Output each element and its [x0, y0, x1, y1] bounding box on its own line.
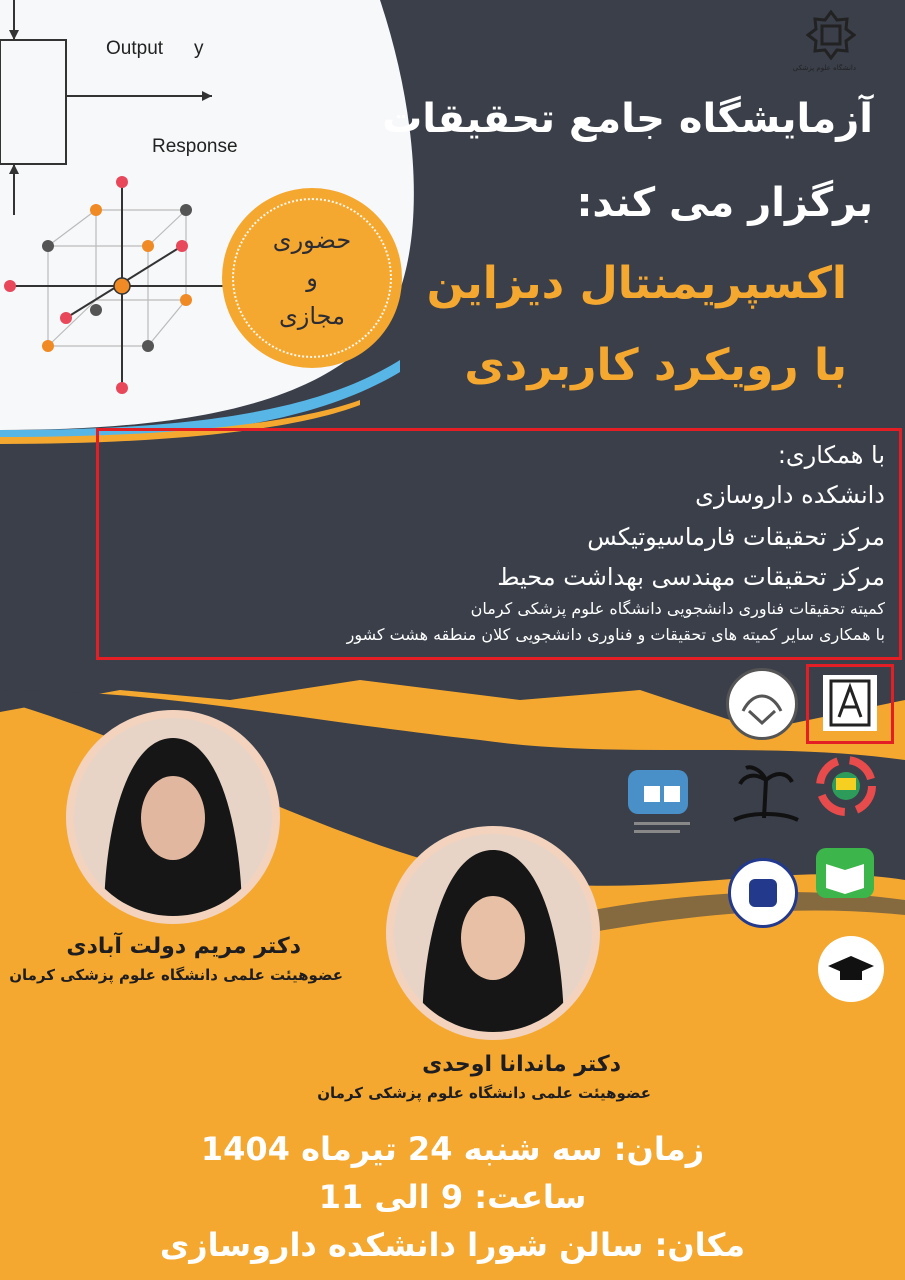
mode-badge-line-3: مجازی [278, 302, 346, 330]
colorful-ring-logo-icon [814, 750, 878, 830]
collab-org-3: مرکز تحقیقات مهندسی بهداشت محیط [497, 563, 885, 591]
person-silhouette-icon [394, 834, 592, 1032]
palm-tree-logo-icon [730, 760, 802, 830]
event-date: زمان: سه شنبه 24 تیرماه 1404 [200, 1130, 705, 1168]
blue-shield-logo-icon [728, 858, 798, 928]
collab-org-5: با همکاری سایر کمیته های تحقیقات و فناوری دانشجویی کلان منطقه هشت کشور [346, 625, 885, 644]
speaker-2-photo [386, 826, 600, 1040]
research-committee-logo-icon [624, 760, 700, 844]
event-place: مکان: سالن شورا دانشکده داروسازی [159, 1226, 746, 1264]
seal-icon [806, 10, 856, 60]
green-book-logo-icon [812, 844, 878, 902]
speaker-1-photo [66, 710, 280, 924]
university-logo-text: دانشگاه علوم پزشکی [792, 64, 856, 72]
speaker-2-affiliation: عضوهیئت علمی دانشگاه علوم پزشکی کرمان [317, 1084, 651, 1102]
speaker-1-name: دکتر مریم دولت آبادی [66, 934, 301, 959]
title-line-3: اکسپریمنتال دیزاین [426, 258, 847, 309]
university-logo [792, 10, 856, 80]
graduation-cap-logo-icon [818, 936, 884, 1002]
collab-org-1: دانشکده داروسازی [695, 481, 885, 509]
collab-heading: با همکاری: [777, 441, 885, 469]
diagram-response-label: Response [152, 136, 238, 157]
collab-org-2: مرکز تحقیقات فارماسیوتیکس [587, 523, 885, 551]
mode-badge-line-1: حضوری [272, 226, 352, 254]
diagram-y-label: y [194, 38, 204, 59]
title-line-4: با رویکرد کاربردی [464, 340, 847, 391]
highlighted-logo-box [806, 664, 894, 744]
diagram-output-label: Output [106, 38, 164, 59]
pharmacy-faculty-logo-icon [726, 668, 798, 740]
event-time: ساعت: 9 الی 11 [318, 1178, 587, 1216]
speaker-2-name: دکتر ماندانا اوحدی [422, 1052, 621, 1077]
title-line-2: برگزار می کند: [576, 180, 873, 226]
mode-badge [222, 188, 402, 368]
collab-org-4: کمیته تحقیقات فناوری دانشجویی دانشگاه علوم پزشکی کرمان [470, 599, 885, 618]
university-emblem-icon [809, 667, 891, 741]
person-silhouette-icon [74, 718, 272, 916]
collaboration-box [96, 428, 902, 660]
speaker-1-affiliation: عضوهیئت علمی دانشگاه علوم پزشکی کرمان [9, 966, 343, 984]
title-line-1: آزمایشگاه جامع تحقیقات [382, 96, 873, 142]
mode-badge-line-2: و [306, 264, 318, 292]
